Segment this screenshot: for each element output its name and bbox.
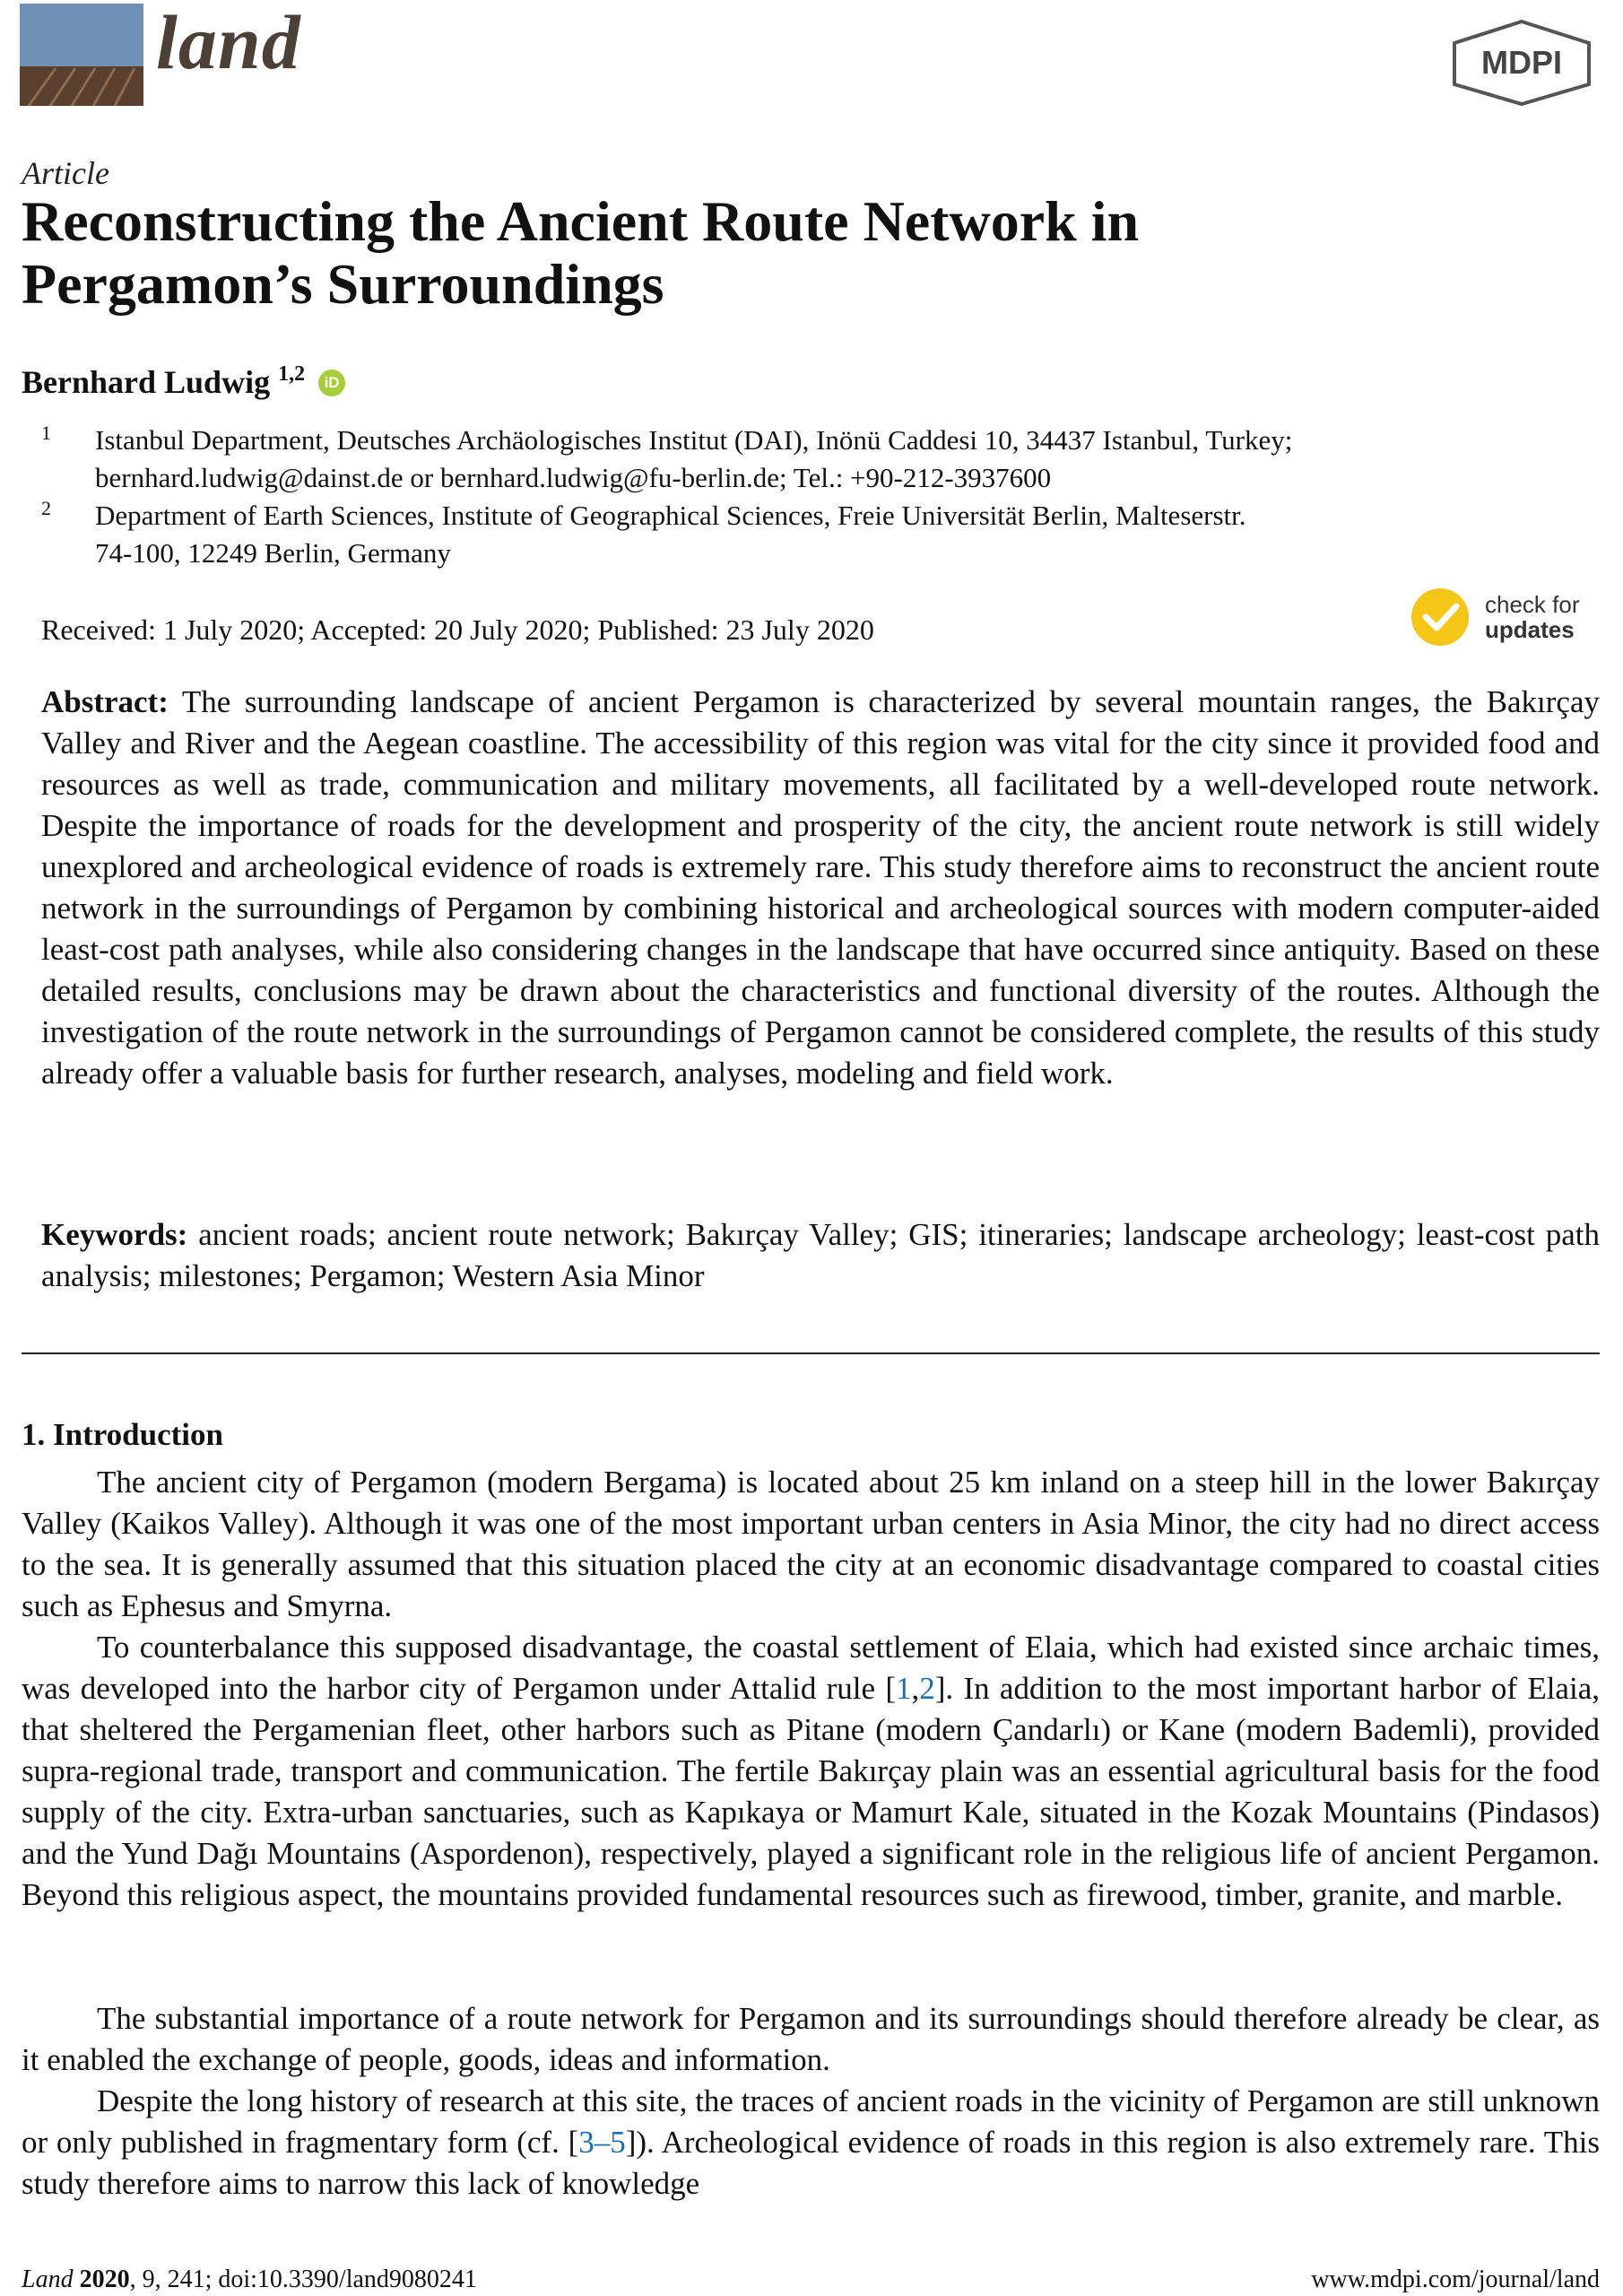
footer-year: 2020 bbox=[79, 2266, 130, 2293]
keywords-label: Keywords: bbox=[41, 1217, 188, 1252]
title-line-1: Reconstructing the Ancient Route Network in bbox=[22, 189, 1140, 253]
affiliation-1-number: 1 bbox=[41, 422, 51, 444]
abstract-text: The surrounding landscape of ancient Pergamon is characterized by several mountain ranges, the Bakırçay Valley and River and the Aegean coastline. The accessibility of this region was vital for the city since it provided food and resources as well as trade, communication and military movements, all facilitated by a well-developed route network. Despite the importance of roads for the development and prosperity of the city, the ancient route network is still widely unexplored and archeological evidence of roads is extremely rare. This study therefore aims to reconstruct the ancient route network in the surroundings of Pergamon by combining historical and archeological sources with modern computer-aided least-cost path analyses, while also considering changes in the landscape that have occurred since antiquity. Based on these detailed results, conclusions may be drawn about the characteristics and functional diversity of the routes. Although the investigation of the route network in the surroundings of Pergamon cannot be considered complete, the results of this study already offer a valuable basis for further research, analyses, modeling and field work. bbox=[41, 684, 1600, 1091]
title-line-2: Pergamon’s Surroundings bbox=[22, 252, 664, 316]
p4-text-b: ]). Archeological evidence of roads in this region is also extremely rare. This study therefore aims to narrow this lack of knowledge bbox=[22, 2125, 1600, 2201]
journal-name: land bbox=[156, 0, 301, 85]
footer-journal: Land bbox=[22, 2266, 74, 2293]
keywords-text: ancient roads; ancient route network; Bakırçay Valley; GIS; itineraries; landscape archeology; least-cost path analysis; milestones; Pergamon; Western Asia Minor bbox=[41, 1217, 1601, 1293]
article-type: Article bbox=[22, 155, 109, 191]
check-for-updates-line-1: check for bbox=[1485, 591, 1580, 618]
p2-comma: , bbox=[911, 1671, 920, 1706]
section-heading: 1. Introduction bbox=[22, 1417, 223, 1452]
check-for-updates-line-2: updates bbox=[1485, 616, 1575, 643]
intro-paragraph-2 bbox=[22, 1627, 1600, 1916]
affiliation-1 bbox=[95, 422, 1292, 497]
author-line bbox=[22, 362, 345, 401]
journal-logo bbox=[20, 4, 143, 106]
abstract bbox=[41, 682, 1600, 1094]
affiliation-1-line-1: Istanbul Department, Deutsches Archäologisches Institut (DAI), Inönü Caddesi 10, 34437 Istanbul, Turkey; bbox=[95, 424, 1293, 456]
author-affiliation-sup: 1,2 bbox=[278, 362, 306, 386]
affiliation-2-line-1: Department of Earth Sciences, Institute of Geographical Sciences, Freie Universität Berlin, Malteserstr. bbox=[95, 500, 1246, 531]
divider bbox=[22, 1352, 1600, 1354]
citation-link-3-5[interactable]: 3–5 bbox=[578, 2125, 626, 2160]
p2-text-a: To counterbalance this supposed disadvantage, the coastal settlement of Elaia, which had existed since archaic times, was developed into the harbor city of Pergamon under Attalid rule [ bbox=[22, 1630, 1600, 1706]
intro-paragraph-1: The ancient city of Pergamon (modern Bergama) is located about 25 km inland on a steep hill in the lower Bakırçay Valley (Kaikos Valley). Although it was one of the most important urban centers in Asia Minor, the city had no direct access to the sea. It is generally assumed that this situation placed the city at an economic disadvantage compared to coastal cities such as Ephesus and Smyrna. bbox=[22, 1465, 1600, 1623]
footer-citation bbox=[22, 2266, 477, 2294]
footer-url[interactable]: www.mdpi.com/journal/land bbox=[1311, 2266, 1600, 2293]
affiliation-1-line-2: bernhard.ludwig@dainst.de or bernhard.ludwig@fu-berlin.de; Tel.: +90-212-3937600 bbox=[95, 462, 1052, 493]
affiliation-2-line-2: 74-100, 12249 Berlin, Germany bbox=[95, 537, 451, 569]
citation-link-2[interactable]: 2 bbox=[919, 1671, 935, 1706]
mdpi-logo bbox=[1445, 18, 1598, 108]
footer-doi: , 9, 241; doi:10.3390/land9080241 bbox=[129, 2266, 477, 2293]
check-for-updates[interactable] bbox=[1485, 592, 1580, 642]
orcid-icon[interactable]: iD bbox=[318, 370, 345, 396]
page-title bbox=[22, 190, 1528, 316]
abstract-label: Abstract: bbox=[41, 684, 169, 719]
intro-paragraph-3: The substantial importance of a route network for Pergamon and its surroundings should therefore already be clear, as it enabled the exchange of people, goods, ideas and information. bbox=[22, 2001, 1600, 2077]
keywords bbox=[41, 1214, 1600, 1297]
citation-link-1[interactable]: 1 bbox=[896, 1671, 912, 1706]
p4-text-a: Despite the long history of research at this site, the traces of ancient roads in the vicinity of Pergamon are still unknown or only published in fragmentary form (cf. [ bbox=[22, 2083, 1600, 2160]
mdpi-logo-text: MDPI bbox=[1481, 44, 1562, 81]
affiliation-2 bbox=[95, 497, 1246, 572]
intro-paragraph-4 bbox=[22, 2081, 1600, 2205]
author-name: Bernhard Ludwig bbox=[22, 364, 271, 400]
p2-text-b: ]. In addition to the most important harbor of Elaia, that sheltered the Pergamenian fleet, other harbors such as Pitane (modern Çandarlı) or Kane (modern Bademli), provided supra-regional trade, transport and communication. The fertile Bakırçay plain was an essential agricultural basis for the food supply of the city. Extra-urban sanctuaries, such as Kapıkaya or Mamurt Kale, situated in the Kozak Mountains (Pindasos) and the Yund Dağı Mountains (Aspordenon), respectively, played a significant role in the religious life of ancient Pergamon. Beyond this religious aspect, the mountains provided fundamental resources such as firewood, timber, granite, and marble. bbox=[22, 1671, 1600, 1912]
publication-dates: Received: 1 July 2020; Accepted: 20 July 2020; Published: 23 July 2020 bbox=[41, 613, 874, 646]
affiliation-2-number: 2 bbox=[41, 497, 51, 519]
